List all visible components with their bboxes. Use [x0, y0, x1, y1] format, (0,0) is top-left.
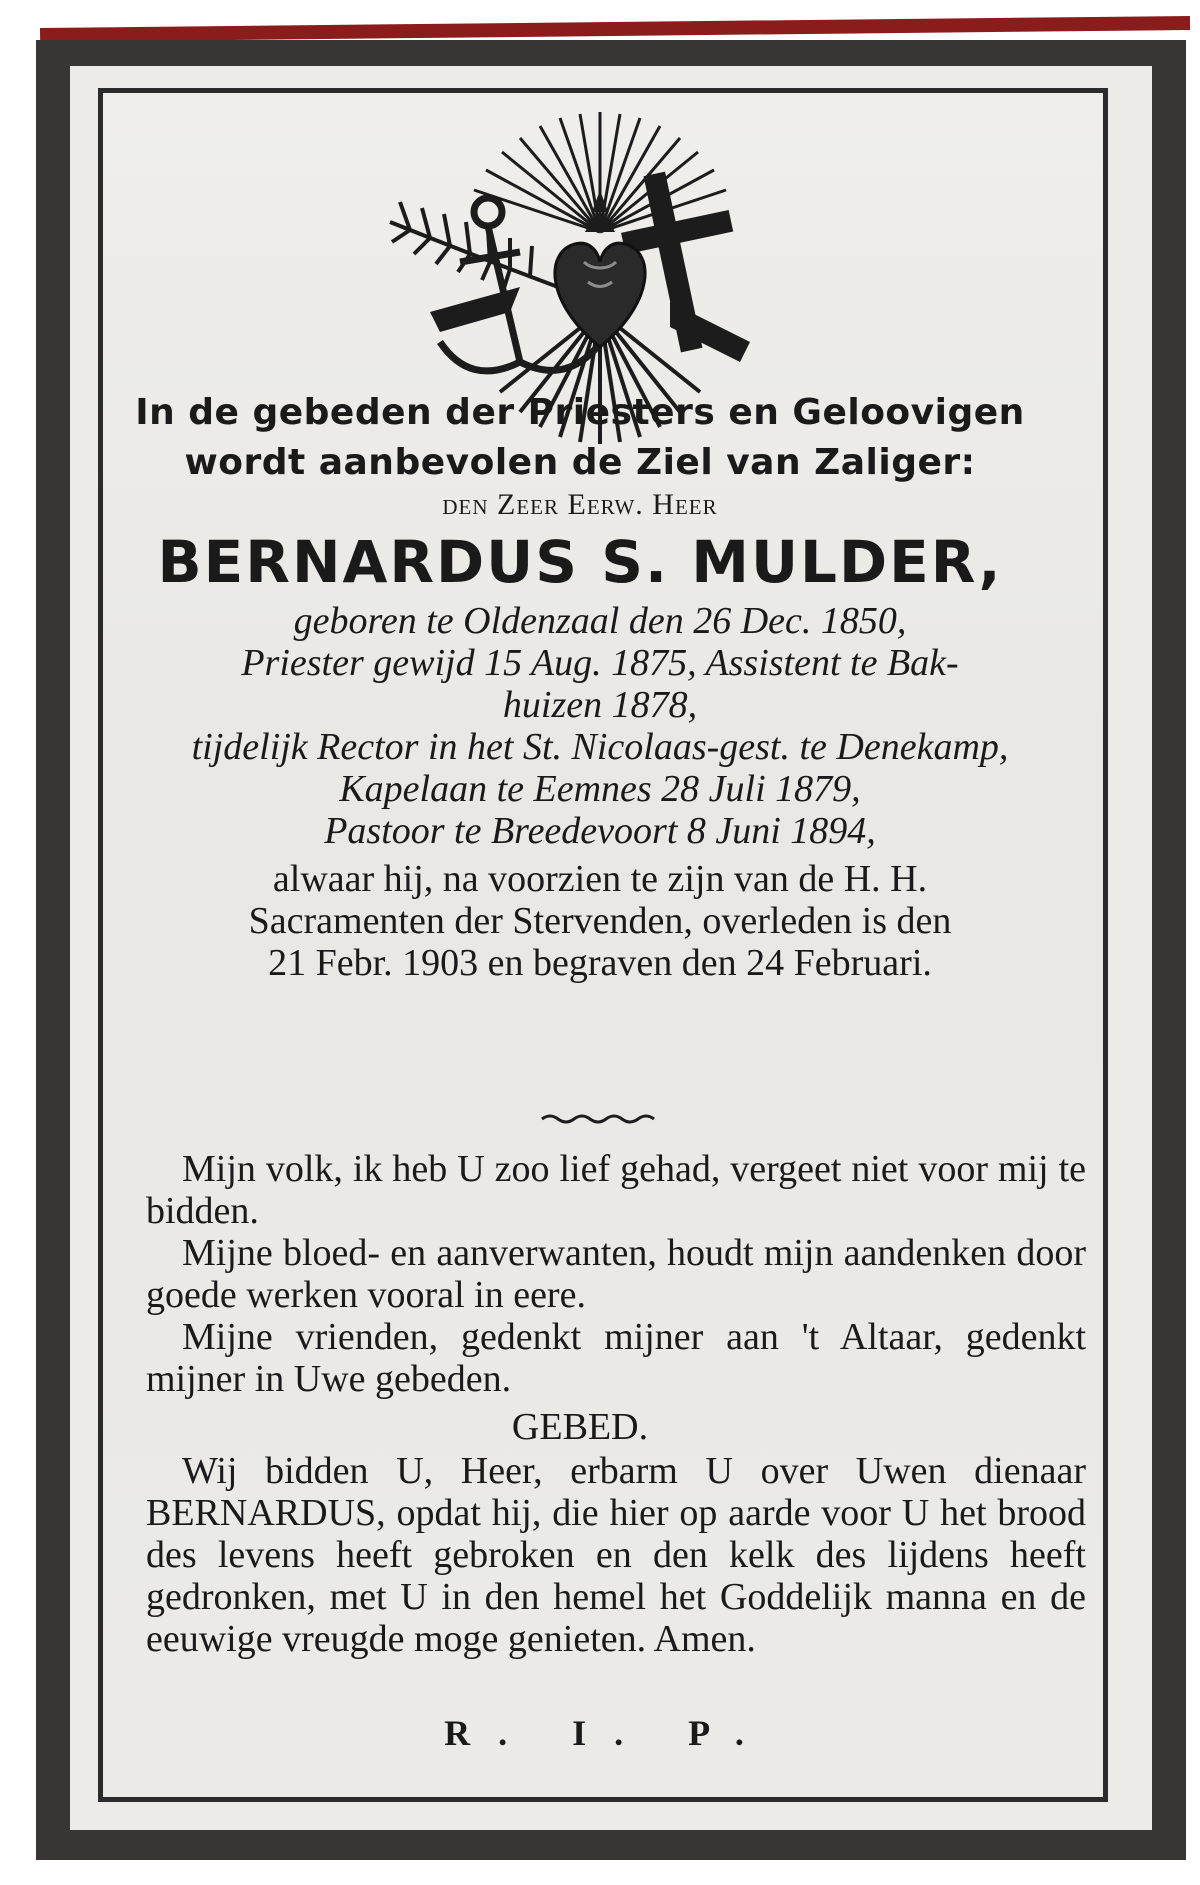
- saying-paragraph: Mijne bloed- en aanverwanten, houdt mijn aandenken door goede werken vooral in eere.: [146, 1232, 1086, 1316]
- heading-line-1: In de gebeden der Priesters en Geloovigen: [135, 392, 1025, 433]
- biography-line: Priester gewijd 15 Aug. 1875, Assistent te Bak-: [241, 642, 959, 684]
- heading: [80, 388, 1080, 488]
- prayer: [146, 1450, 1086, 1660]
- death-line: 21 Febr. 1903 en begraven den 24 Februari.: [268, 942, 932, 984]
- sayings: [146, 1148, 1086, 1400]
- honorific-title: den Zeer Eerw. Heer: [442, 488, 718, 521]
- heading-line-2: wordt aanbevolen de Ziel van Zaliger:: [184, 442, 976, 483]
- death-notice: [120, 858, 1080, 984]
- death-line: alwaar hij, na voorzien te zijn van de H. H.: [272, 858, 928, 900]
- biography-line: geboren te Oldenzaal den 26 Dec. 1850,: [293, 600, 907, 642]
- red-paper-edge: [40, 16, 1190, 42]
- prayer-text: Wij bidden U, Heer, erbarm U over Uwen dienaar BERNARDUS, opdat hij, die hier op aarde voor U het brood des levens heeft gebroken en den kelk des lijdens heeft gedronken, met U in den hemel het Goddelijk manna en de eeuwige vreugde moge genieten. Amen.: [146, 1450, 1086, 1660]
- wavy-divider-icon: [540, 1112, 660, 1126]
- biography-line: tijdelijk Rector in het St. Nicolaas-gest. te Denekamp,: [191, 726, 1009, 768]
- death-line: Sacramenten der Stervenden, overleden is den: [248, 900, 952, 942]
- deceased-name: BERNARDUS S. MULDER,: [157, 528, 1003, 596]
- biography-line: Kapelaan te Eemnes 28 Juli 1879,: [339, 768, 861, 810]
- rip-closing: R. I. P.: [444, 1713, 772, 1753]
- saying-paragraph: Mijn volk, ik heb U zoo lief gehad, vergeet niet voor mij te bidden.: [146, 1148, 1086, 1232]
- biography-line: Pastoor te Breedevoort 8 Juni 1894,: [324, 810, 876, 852]
- saying-paragraph: Mijne vrienden, gedenkt mijner aan 't Altaar, gedenkt mijner in Uwe gebeden.: [146, 1316, 1086, 1400]
- prayer-title: GEBED.: [511, 1406, 649, 1448]
- rays-icon: [474, 112, 726, 232]
- biography: [120, 600, 1080, 852]
- biography-line: huizen 1878,: [502, 684, 698, 726]
